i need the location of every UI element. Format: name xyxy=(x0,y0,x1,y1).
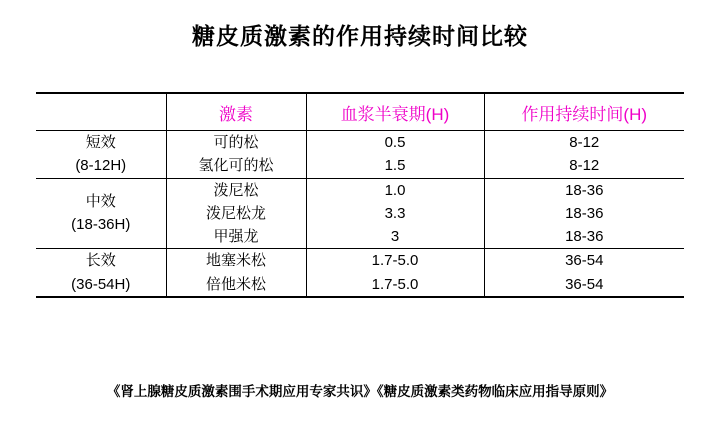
half-life-value: 0.5 xyxy=(384,134,406,151)
half-life-cell-group-short xyxy=(306,131,484,179)
drug-name: 地塞米松 xyxy=(205,252,266,270)
comparison-table xyxy=(36,92,684,298)
drug-name: 泼尼松龙 xyxy=(205,204,266,222)
half-life-cell-group-intermediate xyxy=(306,178,484,249)
header-cell-category xyxy=(36,93,166,131)
drug-name: 倍他米松 xyxy=(205,275,266,293)
category-cell-intermediate xyxy=(36,178,166,249)
duration-value: 36-54 xyxy=(565,252,604,270)
page-title: 糖皮质激素的作用持续时间比较 xyxy=(192,23,528,49)
half-life-value: 1.7-5.0 xyxy=(371,252,419,270)
category-label-line2: (8-12H) xyxy=(75,157,127,175)
category-cell-short xyxy=(36,131,166,179)
duration-cell-group-intermediate xyxy=(484,178,684,249)
drug-name: 氢化可的松 xyxy=(198,157,274,175)
half-life-value: 1.7-5.0 xyxy=(371,275,419,293)
half-life-cell-group-long xyxy=(306,249,484,297)
drug-cell-group-long xyxy=(166,249,306,297)
duration-value: 18-36 xyxy=(565,228,604,245)
table-header-row xyxy=(36,93,684,131)
duration-value: 8-12 xyxy=(569,134,600,151)
header-cell-hormone: 激素 xyxy=(166,93,306,131)
half-life-value: 1.0 xyxy=(384,181,406,199)
duration-value: 8-12 xyxy=(569,157,600,175)
half-life-value: 3.3 xyxy=(384,204,406,222)
category-label-line1: 短效 xyxy=(85,134,116,151)
drug-name: 甲强龙 xyxy=(213,228,259,245)
duration-value: 18-36 xyxy=(565,204,604,222)
category-label-line2: (18-36H) xyxy=(71,216,131,234)
category-label-line2: (36-54H) xyxy=(71,275,131,293)
header-cell-duration: 作用持续时间(H) xyxy=(484,93,684,131)
duration-value: 18-36 xyxy=(565,181,604,199)
category-cell-long xyxy=(36,249,166,297)
drug-cell-group-intermediate xyxy=(166,178,306,249)
drug-cell-group-short xyxy=(166,131,306,179)
duration-cell-group-short xyxy=(484,131,684,179)
half-life-value: 3 xyxy=(390,228,400,245)
duration-value: 36-54 xyxy=(565,275,604,293)
drug-name: 泼尼松 xyxy=(213,181,259,199)
drug-name: 可的松 xyxy=(213,134,259,151)
half-life-value: 1.5 xyxy=(384,157,406,175)
duration-cell-group-long xyxy=(484,249,684,297)
table-row xyxy=(36,131,684,179)
table-row xyxy=(36,178,684,249)
header-cell-half-life: 血浆半衰期(H) xyxy=(306,93,484,131)
category-label-line1: 中效 xyxy=(85,193,116,211)
category-label-line1: 长效 xyxy=(85,252,116,270)
comparison-table-container xyxy=(36,92,684,298)
table-row xyxy=(36,249,684,297)
source-citation: 《肾上腺糖皮质激素围手术期应用专家共识》《糖皮质激素类药物临床应用指导原则》 xyxy=(106,384,614,399)
